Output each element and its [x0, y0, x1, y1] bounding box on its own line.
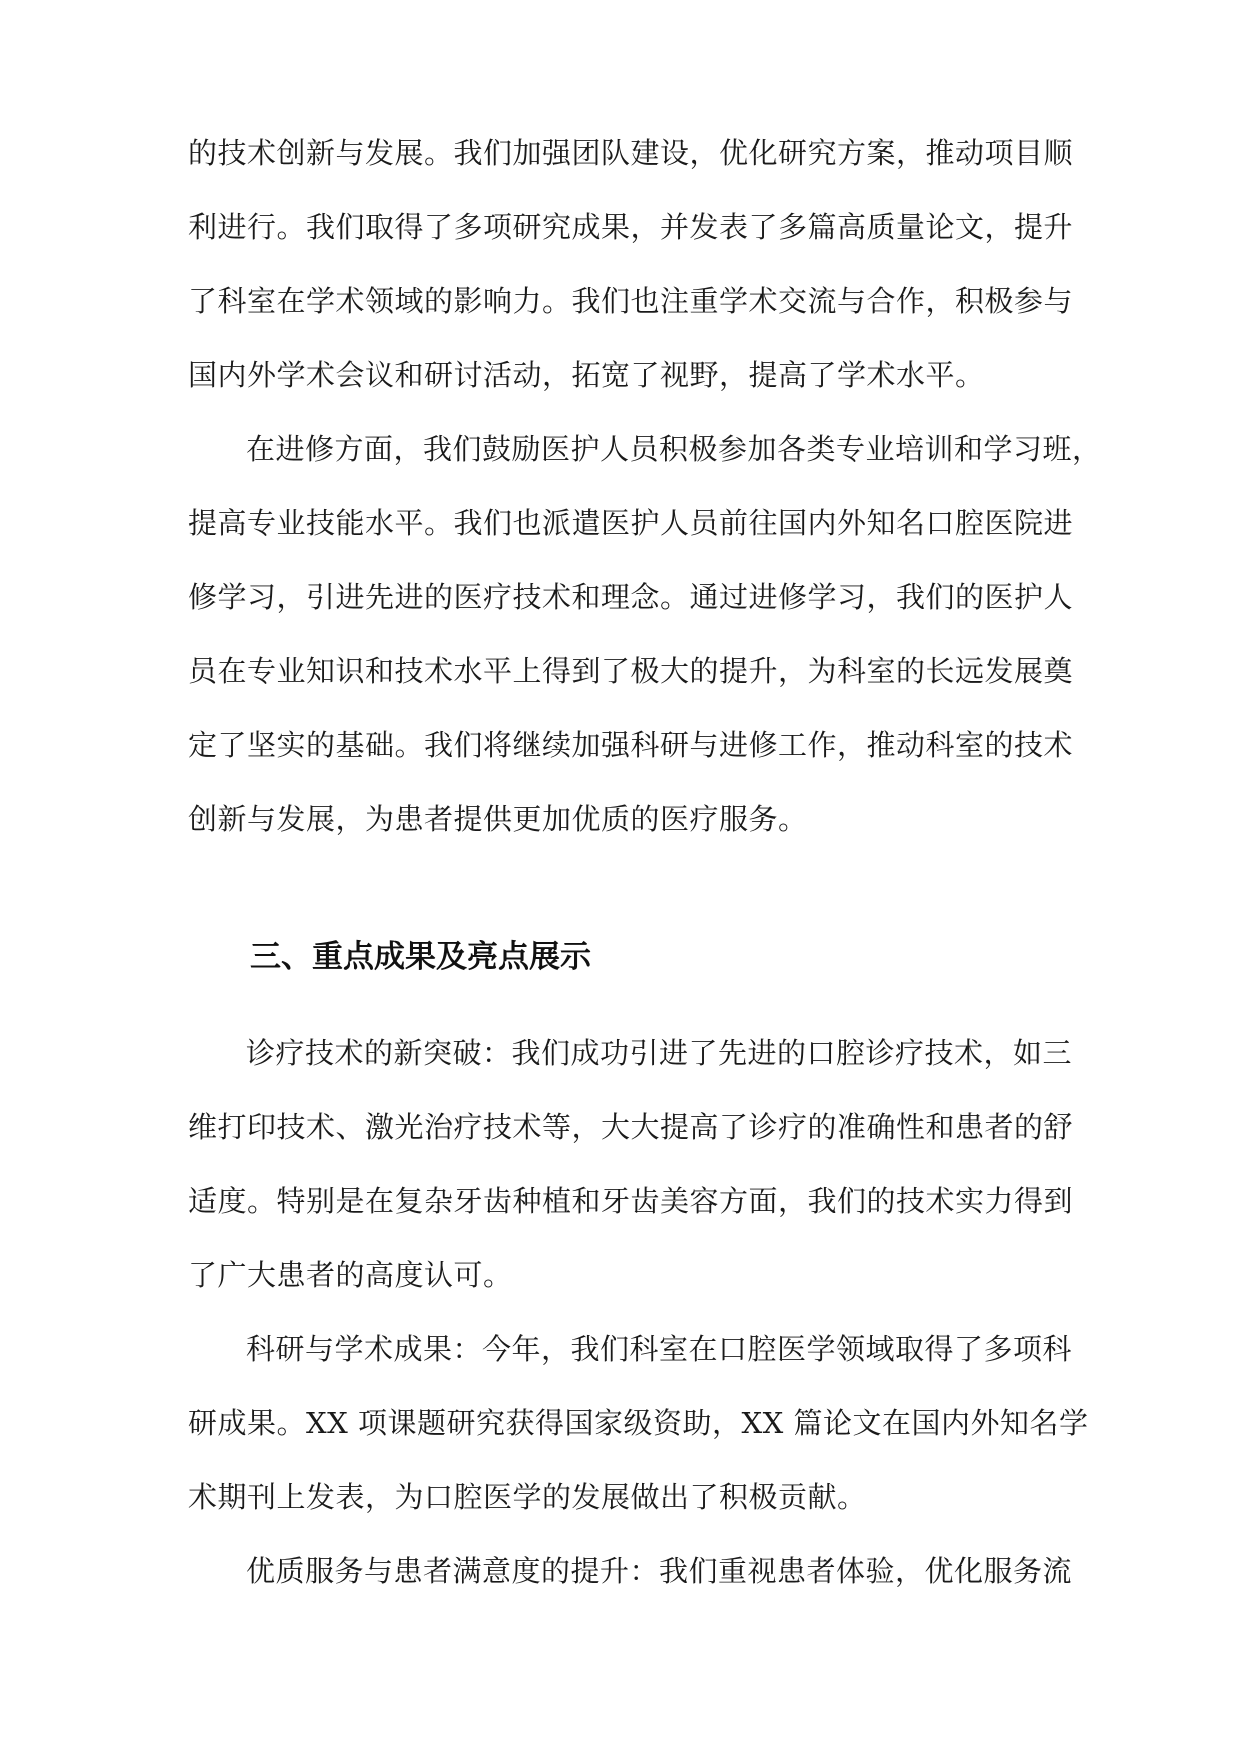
text-line: 维打印技术、激光治疗技术等，大大提高了诊疗的准确性和患者的舒 — [188, 1110, 1074, 1144]
text-line: 在进修方面，我们鼓励医护人员积极参加各类专业培训和学习班， — [246, 432, 1102, 466]
text-line: 定了坚实的基础。我们将继续加强科研与进修工作，推动科室的技术 — [188, 728, 1074, 762]
text-line: 术期刊上发表，为口腔医学的发展做出了积极贡献。 — [188, 1480, 867, 1514]
text-line: 适度。特别是在复杂牙齿种植和牙齿美容方面，我们的技术实力得到 — [188, 1184, 1074, 1218]
text-line: 研成果。XX 项课题研究获得国家级资助，XX 篇论文在国内外知名学 — [188, 1406, 1089, 1440]
text-line: 优质服务与患者满意度的提升：我们重视患者体验，优化服务流 — [246, 1554, 1073, 1588]
text-line: 利进行。我们取得了多项研究成果，并发表了多篇高质量论文，提升 — [188, 210, 1074, 244]
paragraph-training — [188, 412, 1102, 856]
text-line: 了科室在学术领域的影响力。我们也注重学术交流与合作，积极参与 — [188, 284, 1074, 318]
section-heading: 三、重点成果及亮点展示 — [250, 939, 591, 975]
text-line: 科研与学术成果：今年，我们科室在口腔医学领域取得了多项科 — [246, 1332, 1073, 1366]
text-line: 提高专业技能水平。我们也派遣医护人员前往国内外知名口腔医院进 — [188, 506, 1074, 540]
text-line: 了广大患者的高度认可。 — [188, 1258, 513, 1292]
text-line: 诊疗技术的新突破：我们成功引进了先进的口腔诊疗技术，如三 — [246, 1036, 1073, 1070]
text-line: 修学习，引进先进的医疗技术和理念。通过进修学习，我们的医护人 — [188, 580, 1074, 614]
paragraph-research-continuation — [188, 116, 1074, 412]
text-line: 国内外学术会议和研讨活动，拓宽了视野，提高了学术水平。 — [188, 358, 985, 392]
text-line: 创新与发展，为患者提供更加优质的医疗服务。 — [188, 802, 808, 836]
paragraph-diagnosis-breakthrough — [188, 1016, 1074, 1312]
paragraph-research-results — [188, 1312, 1089, 1534]
paragraph-service-quality — [188, 1534, 1073, 1608]
text-line: 员在专业知识和技术水平上得到了极大的提升，为科室的长远发展奠 — [188, 654, 1074, 688]
text-line: 的技术创新与发展。我们加强团队建设，优化研究方案，推动项目顺 — [188, 136, 1074, 170]
